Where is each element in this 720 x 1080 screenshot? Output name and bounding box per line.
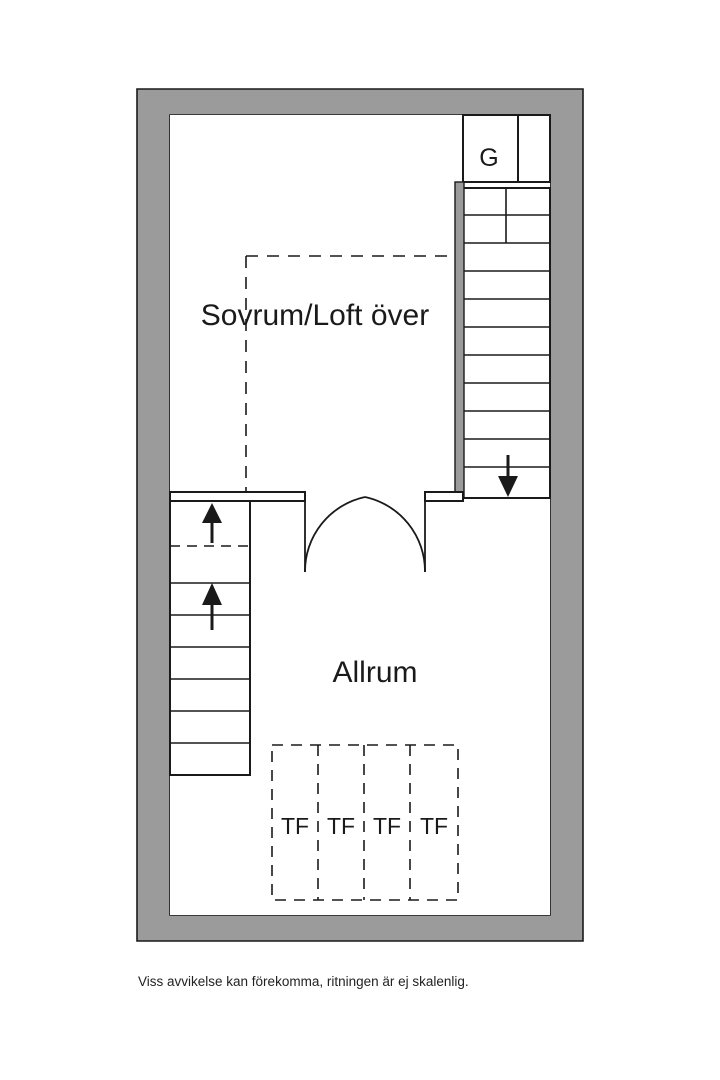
appliance-label-tf-2: TF <box>326 813 356 839</box>
staircase-left <box>170 501 250 775</box>
stair-wall-right <box>455 182 464 498</box>
appliance-label-tf-1: TF <box>280 813 310 839</box>
closet-g <box>463 115 550 182</box>
appliance-label-tf-4: TF <box>419 813 449 839</box>
appliance-label-tf-3: TF <box>372 813 402 839</box>
room-label-allrum: Allrum <box>332 656 418 689</box>
staircase-right <box>463 188 550 498</box>
room-label-sovrum-loft: Sovrum/Loft över <box>200 299 430 332</box>
closet-label: G <box>479 144 499 172</box>
disclaimer-text: Viss avvikelse kan förekomma, ritningen är ej skalenlig. <box>138 974 469 989</box>
